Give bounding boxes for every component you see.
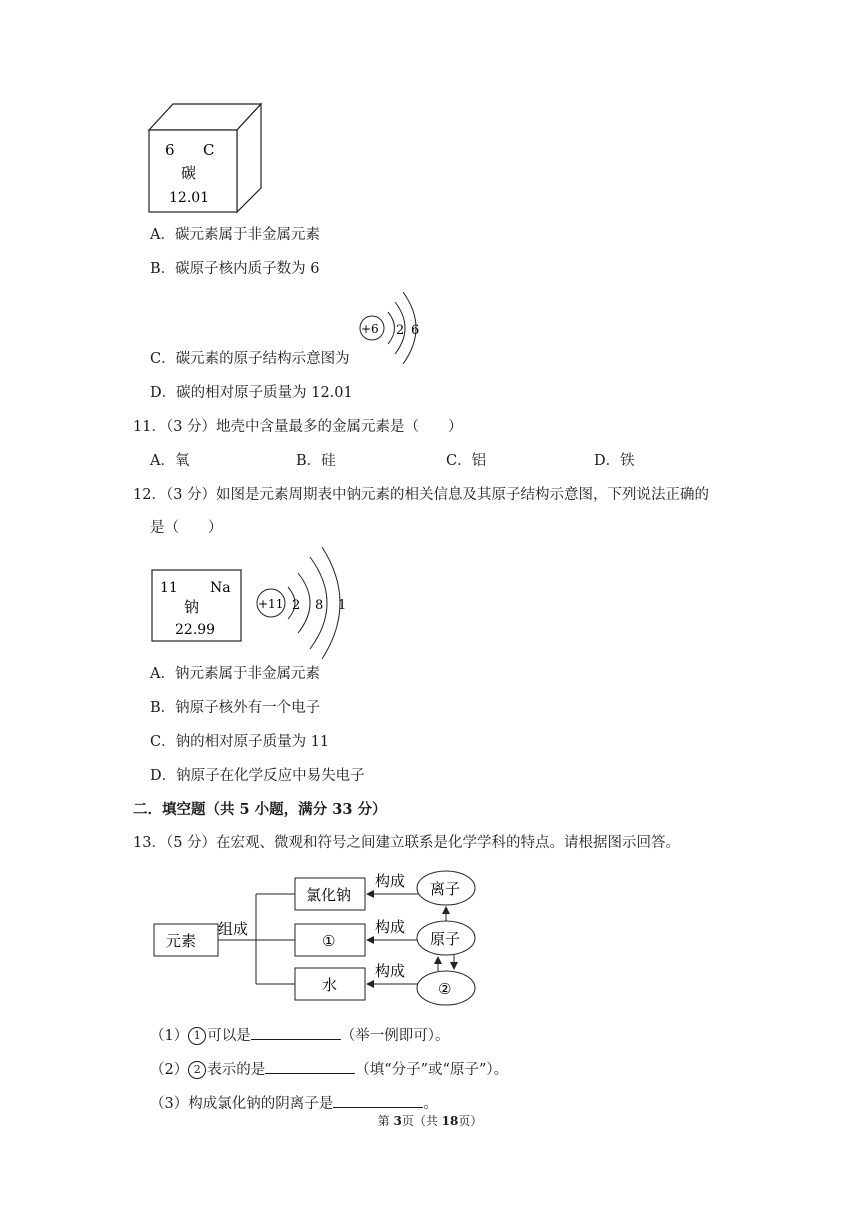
constitute-label-2: 构成 bbox=[375, 918, 406, 936]
sodium-symbol: Na bbox=[210, 580, 231, 596]
sub1-prefix: （1） bbox=[150, 1028, 189, 1044]
sub1-suffix: （举一例即可）。 bbox=[340, 1028, 450, 1044]
sodium-shell-3: 1 bbox=[338, 598, 347, 613]
footer-page: 3 bbox=[393, 1114, 402, 1128]
carbon-symbol: C bbox=[203, 141, 215, 159]
q10-option-d: D．碳的相对原子质量为 12.01 bbox=[150, 385, 353, 401]
q13-stem: 13．（5 分）在宏观、微观和符号之间建立联系是化学学科的特点。请根据图示回答。 bbox=[133, 835, 681, 851]
sodium-atomic-number: 11 bbox=[160, 580, 178, 596]
compose-label: 组成 bbox=[218, 920, 249, 938]
sub3-text: （3）构成氯化钠的阴离子是 bbox=[150, 1096, 334, 1112]
constitute-label-3: 构成 bbox=[375, 962, 406, 980]
q11-option-d: D．铁 bbox=[594, 453, 635, 469]
sub1-circle-number: 1 bbox=[188, 1027, 206, 1045]
constitute-label-1: 构成 bbox=[375, 872, 406, 890]
sub2-answer-blank[interactable] bbox=[265, 1059, 355, 1074]
footer-suffix: 页） bbox=[458, 1114, 483, 1128]
sub3-answer-blank[interactable] bbox=[333, 1093, 423, 1108]
q13-relationship-diagram bbox=[140, 862, 490, 1012]
carbon-element-tile bbox=[145, 100, 265, 215]
element-label: 元素 bbox=[166, 932, 197, 950]
q11-option-c: C．铝 bbox=[446, 453, 487, 469]
carbon-shell-1: 2 bbox=[396, 323, 405, 338]
sub2-prefix: （2） bbox=[150, 1062, 189, 1078]
q12-option-d: D．钠原子在化学反应中易失电子 bbox=[150, 768, 365, 784]
sub3-suffix: 。 bbox=[423, 1096, 438, 1112]
q11-stem: 11．（3 分）地壳中含量最多的金属元素是（ ） bbox=[133, 419, 463, 435]
sodium-shell-1: 2 bbox=[292, 598, 301, 613]
footer-mid: 页（共 bbox=[401, 1114, 442, 1128]
carbon-nucleus-charge: +6 bbox=[361, 322, 379, 336]
q10-option-a: A．碳元素属于非金属元素 bbox=[150, 227, 320, 243]
carbon-atomic-number: 6 bbox=[165, 141, 175, 159]
sodium-nucleus-charge: +11 bbox=[258, 597, 284, 611]
q13-sub3 bbox=[150, 1093, 438, 1113]
q10-option-b: B．碳原子核内质子数为 6 bbox=[150, 261, 320, 277]
box-water: 水 bbox=[322, 976, 338, 994]
box-blank-1: ① bbox=[322, 932, 336, 950]
carbon-atom-diagram bbox=[355, 288, 435, 366]
q13-sub1 bbox=[150, 1025, 449, 1045]
sub1-text: 可以是 bbox=[207, 1028, 251, 1044]
sodium-name: 钠 bbox=[184, 598, 200, 616]
sodium-shell-2: 8 bbox=[315, 598, 324, 613]
carbon-mass: 12.01 bbox=[169, 190, 210, 206]
oval-ion: 离子 bbox=[430, 880, 461, 898]
sodium-atom-diagram bbox=[252, 545, 352, 661]
footer-total: 18 bbox=[441, 1114, 459, 1128]
carbon-shell-2: 6 bbox=[411, 323, 420, 338]
q11-option-a: A．氧 bbox=[150, 453, 190, 469]
carbon-name: 碳 bbox=[181, 164, 197, 182]
q10-option-c: C．碳元素的原子结构示意图为 bbox=[150, 351, 350, 367]
q13-sub2 bbox=[150, 1059, 508, 1079]
q12-option-a: A．钠元素属于非金属元素 bbox=[150, 666, 320, 682]
oval-blank-2: ② bbox=[438, 980, 452, 998]
q12-option-c: C．钠的相对原子质量为 11 bbox=[150, 734, 330, 750]
q12-stem-line2: 是（ ） bbox=[150, 520, 223, 536]
sodium-element-tile bbox=[150, 568, 245, 644]
page-footer bbox=[0, 1112, 860, 1129]
sub2-suffix: （填“分子”或“原子”）。 bbox=[355, 1062, 509, 1078]
sub2-circle-number: 2 bbox=[188, 1061, 206, 1079]
q12-option-b: B．钠原子核外有一个电子 bbox=[150, 700, 321, 716]
sodium-mass: 22.99 bbox=[175, 622, 216, 638]
oval-atom: 原子 bbox=[430, 930, 461, 948]
sub2-text: 表示的是 bbox=[207, 1062, 266, 1078]
sub1-answer-blank[interactable] bbox=[251, 1025, 341, 1040]
q11-option-b: B．硅 bbox=[296, 453, 336, 469]
q12-stem-line1: 12．（3 分）如图是元素周期表中钠元素的相关信息及其原子结构示意图，下列说法正确的 bbox=[133, 487, 710, 503]
box-sodium-chloride: 氯化钠 bbox=[306, 886, 352, 904]
section-title: 二．填空题（共 5 小题，满分 33 分） bbox=[133, 801, 387, 818]
footer-prefix: 第 bbox=[377, 1114, 394, 1128]
